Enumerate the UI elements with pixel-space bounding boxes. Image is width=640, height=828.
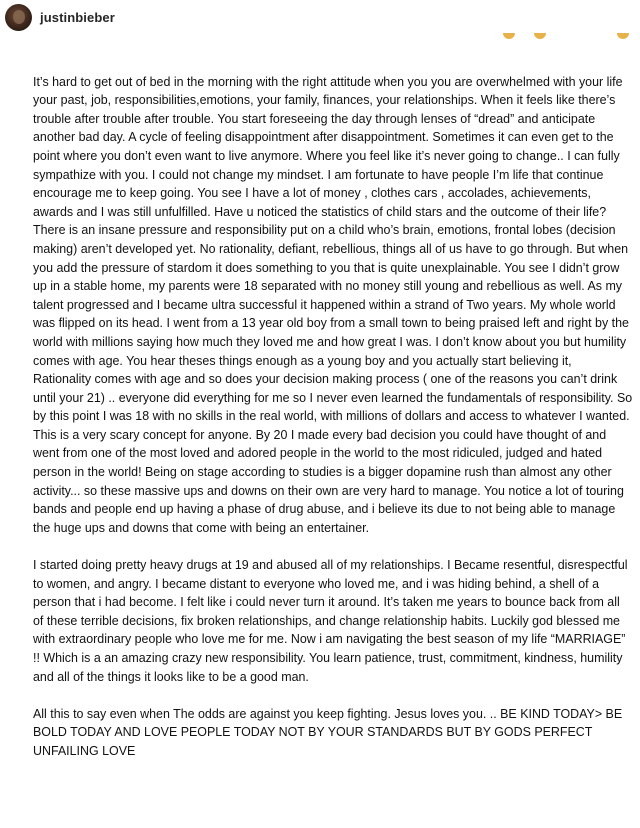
post-caption [33,54,633,779]
emoji-sticker-icon [534,33,546,39]
caption-paragraph: I started doing pretty heavy drugs at 19 and abused all of my relationships. I Became resentful, disrespectful to women, and angry. I became distant to everyone who loved me, and i was hiding behind, a shell of a person that i had become. I felt like i could never turn it around. It’s taken me years to bounce back from all of these terrible decisions, fix broken relationships, and change relationship habits. Luckily god blessed me with extraordinary people who love me for me. Now i am navigating the best season of my life “MARRIAGE” !! Which is a an amazing crazy new responsibility. You learn patience, trust, commitment, kindness, humility and all of the things it looks like to be a good man. [33,558,628,684]
emoji-sticker-icon [617,33,629,39]
username-link[interactable]: justinbieber [40,10,115,25]
emoji-sticker-icon [503,33,515,39]
caption-paragraph: All this to say even when The odds are against you keep fighting. Jesus loves you. .. BE KIND TODAY> BE BOLD TODAY AND LOVE PEOPLE TODAY NOT BY YOUR STANDARDS BUT BY GODS PERFECT UNFAILING LOVE [33,706,623,758]
avatar[interactable] [5,4,32,31]
avatar-photo-icon [13,10,25,24]
caption-paragraph: It’s hard to get out of bed in the morning with the right attitude when you you are overwhelmed with your life your past, job, responsibilities,emotions, your family, finances, your relationships. When it feels like there’s trouble after trouble after trouble. You start foreseeing the day through lenses of “dread” and anticipate another bad day. A cycle of feeling disappointment after disappointment. Sometimes it can even get to the point where you don’t even want to live anymore. Where you feel like it’s never going to change.. I can fully sympathize with you. I could not change my mindset. I am fortunate to have people I’m life that continue encourage me to keep going. You see I have a lot of money , clothes cars , accolades, achievements, awards and I was still unfulfilled. Have u noticed the statistics of child stars and the outcome of their life? There is an insane pressure and responsibility put on a child who’s brain, emotions, frontal lobes (decision making) aren’t developed yet. No rationality, defiant, rebellious, things all of us have to go through. But when you add the pressure of stardom it does something to you that is quite unexplainable. You see I didn’t grow up in a stable home, my parents were 18 separated with no money still young and rebellious as well. As my talent progressed and I became ultra successful it happened within a strand of Two years. My whole world was flipped on its head. I went from a 13 year old boy from a small town to being praised left and right by the world with millions saying how much they loved me and how great I was. I don’t know about you but humility comes with age. You hear theses things enough as a young boy and you actually start believing it, Rationality comes with age and so does your decision making process ( one of the reasons you can’t drink until your 21) .. everyone did everything for me so I never even learned the fundamentals of responsibility. So by this point I was 18 with no skills in the real world, with millions of dollars and access to whatever I wanted. This is a very scary concept for anyone. By 20 I made every bad decision you could have thought of and went from one of the most loved and adored people in the world to the most ridiculed, judged and hated person in the world! Being on stage according to studies is a bigger dopamine rush than almost any other activity... so these massive ups and downs on their own are very hard to manage. You notice a lot of touring bands and people end up having a phase of drug abuse, and i believe its due to not being able to manage the huge ups and downs that come with being an entertainer. [33,74,633,535]
post-header [0,0,640,36]
